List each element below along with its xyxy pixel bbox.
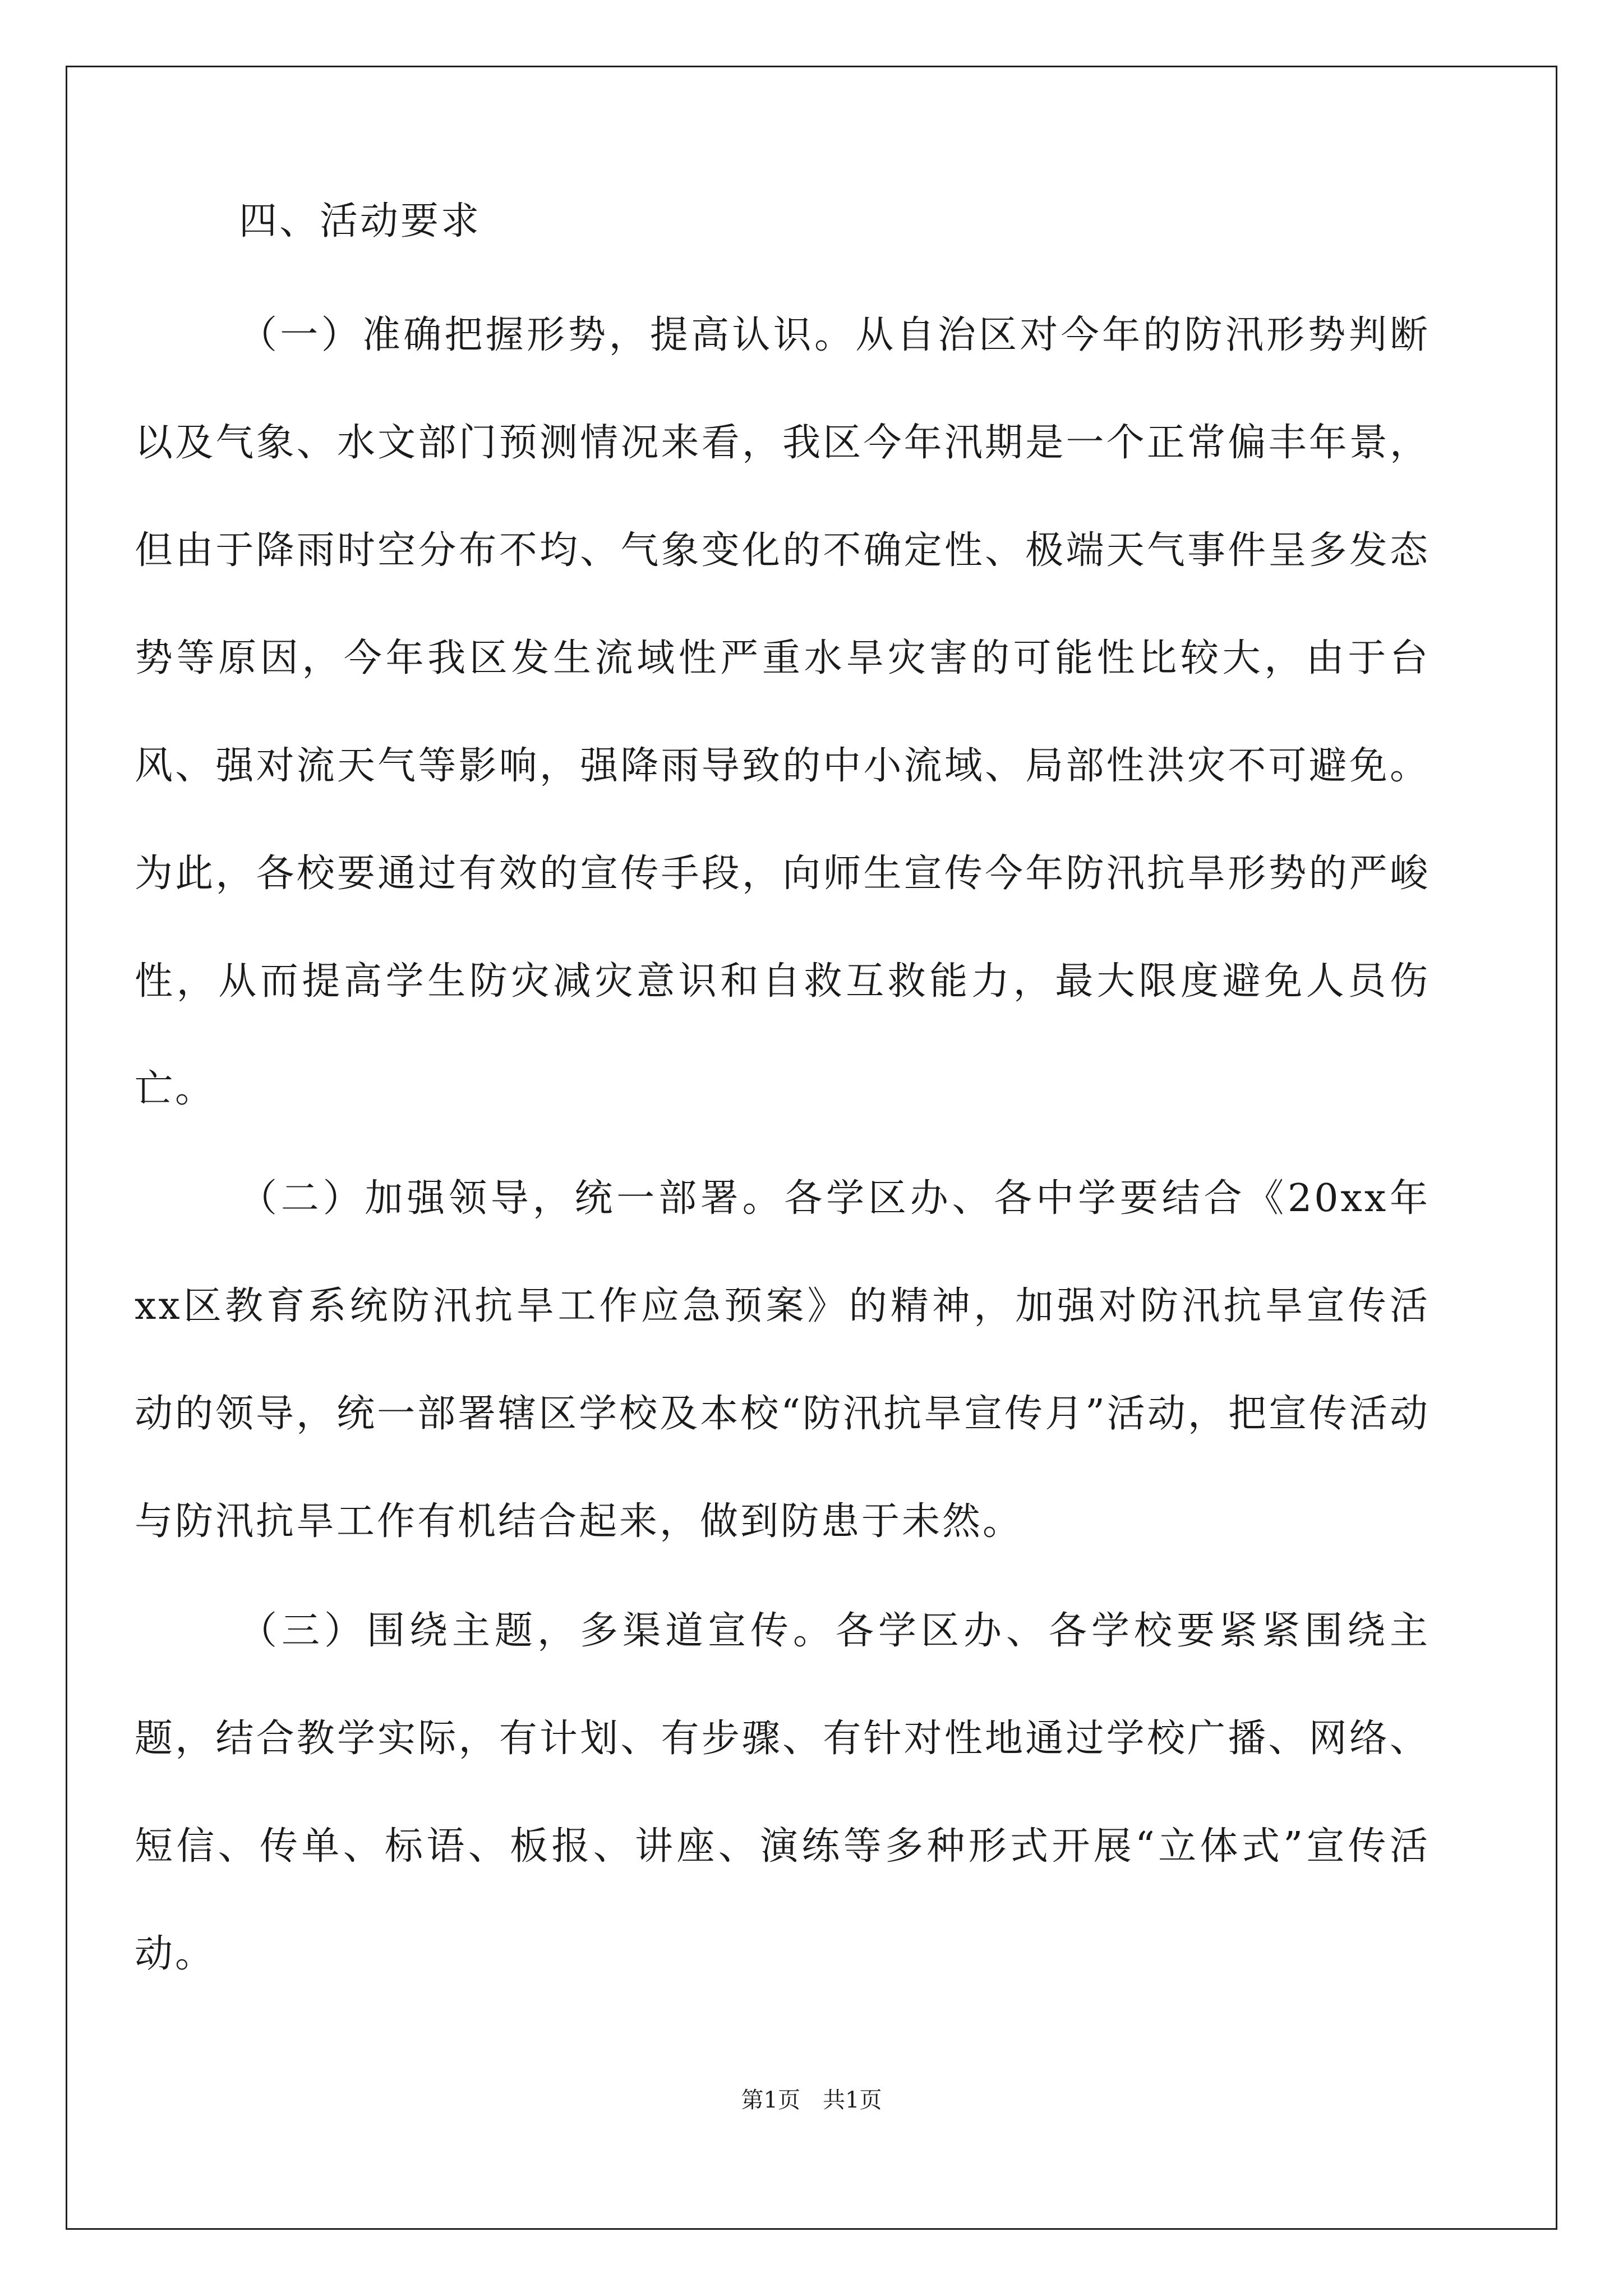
section-heading: 四、活动要求: [239, 199, 482, 243]
document-body: [135, 171, 1430, 2010]
paragraph-3: （三）围绕主题，多渠道宣传。各学区办、各学校要紧紧围绕主题，结合教学实际，有计划、有步骤、有针对性地通过学校广播、网络、短信、传单、标语、板报、讲座、演练等多种形式开展“立体式”宣传活动。: [135, 1609, 1430, 1976]
paragraph-2: （二）加强领导，统一部署。各学区办、各中学要结合《20xx年xx区教育系统防汛抗旱工作应急预案》的精神，加强对防汛抗旱宣传活动的领导，统一部署辖区学校及本校“防汛抗旱宣传月”活动，把宣传活动与防汛抗旱工作有机结合起来，做到防患于未然。: [135, 1176, 1430, 1544]
page-number: 第1页: [741, 2087, 800, 2113]
paragraph-1: （一）准确把握形势，提高认识。从自治区对今年的防汛形势判断以及气象、水文部门预测情况来看，我区今年汛期是一个正常偏丰年景，但由于降雨时空分布不均、气象变化的不确定性、极端天气事件呈多发态势等原因，今年我区发生流域性严重水旱灾害的可能性比较大，由于台风、强对流天气等影响，强降雨导致的中小流域、局部性洪灾不可避免。为此，各校要通过有效的宣传手段，向师生宣传今年防汛抗旱形势的严峻性，从而提高学生防灾减灾意识和自救互救能力，最大限度避免人员伤亡。: [135, 313, 1430, 1111]
page-total: 共1页: [823, 2087, 882, 2113]
page-footer: [0, 2082, 1623, 2114]
